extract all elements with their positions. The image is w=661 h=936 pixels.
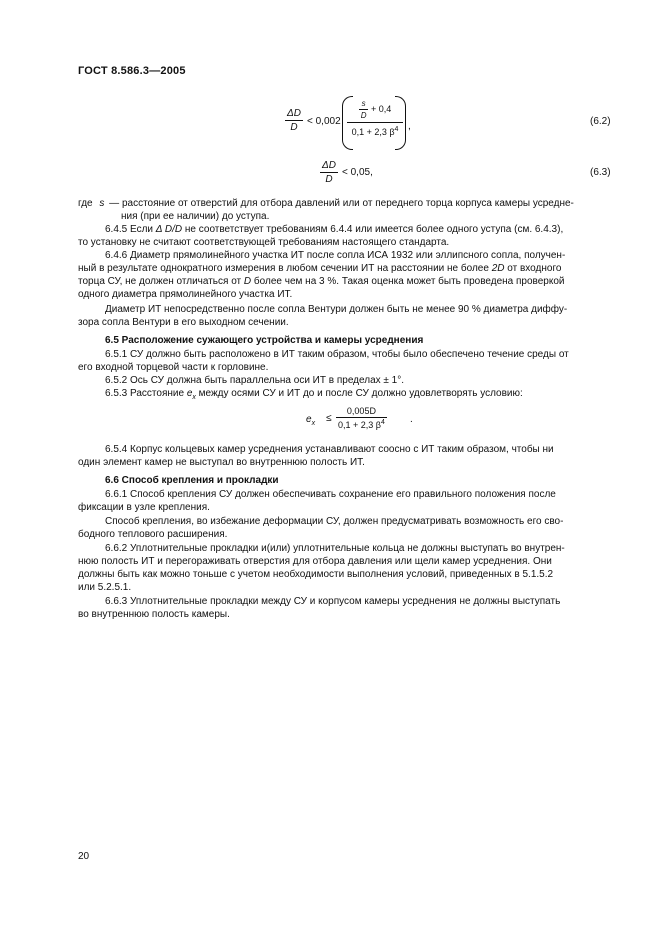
paragraph-6-4-5: 6.4.5 Если Δ D/D не соответствует требованиям 6.4.4 или имеется более одного уступа (см. 6.4.3), то установку не считают соответствующей требованиям настоящего стандарта. xyxy=(78,224,564,249)
paragraph-6-5-4: 6.5.4 Корпус кольцевых камер усреднения устанавливают соосно с ИТ таким образом, чтобы ни один элемент камер не выступал во внутреннюю полость ИТ. xyxy=(78,444,554,469)
lhs-fraction: $\frac{\Delta D}{D}$ xyxy=(322,160,336,185)
document-header: ГОСТ 8.586.3—2005 xyxy=(78,65,186,77)
section-title-6-5: 6.5 Расположение сужающего устройства и камеры усреднения xyxy=(105,335,424,346)
relation: < 0,002 xyxy=(307,116,341,127)
paragraph-venturi: Диаметр ИТ непосредственно после сопла Вентури должен быть не менее 90 % диаметра диффу- зора сопла Вентури в его выходном сечении. xyxy=(78,304,568,329)
equation-6-3: $\frac{\Delta D}{D}$ < 0,05, xyxy=(322,160,373,185)
lhs-fraction: $\frac{\Delta D}{D}$ xyxy=(287,108,301,133)
paragraph-6-6-2: 6.6.2 Уплотнительные прокладки и(или) уплотнительные кольца не должны выступать во внутрен- нюю полость ИТ и перегораживать отверстия для отбора давления или щели камер усреднения. Они должны быть как можно тоньше с учетом необходимости выполнения условий, приведенных в 5.1.5.2 или 5.2.5.1. xyxy=(78,543,565,594)
paragraph-6-4-6: 6.4.6 Диаметр прямолинейного участка ИТ после сопла ИСА 1932 или эллипсного сопла, получен- ный в результате однократного измерения в любом сечении ИТ на расстоянии не более 2D от входного торца СУ, не должен отличаться от D более чем на 3 %. Такая оценка может быть проведена проверкой одного диаметра прямолинейного участка ИТ. xyxy=(78,250,566,301)
where-line-cont: ния (при ее наличии) до уступа. xyxy=(121,211,270,222)
where-line: где s — расстояние от отверстий для отбора давлений или от переднего торца корпуса камеры усредне- xyxy=(78,198,574,209)
equation-number-6-2: (6.2) xyxy=(590,116,611,127)
paragraph-6-5-1: 6.5.1 СУ должно быть расположено в ИТ таким образом, чтобы было обеспечено течение среды от его входной торцевой части к горловине. xyxy=(78,349,569,374)
equation-6-2: $\frac{\Delta D}{D}$ < 0,002 $\frac{s}{D}$ + 0,4 0,1 + 2,3 $\beta^4$ , xyxy=(285,103,415,149)
paragraph-6-6-3: 6.6.3 Уплотнительные прокладки между СУ и корпусом камеры усреднения не должны выступать во внутреннюю полость камеры. xyxy=(78,596,561,621)
right-paren xyxy=(395,96,406,150)
paragraph-6-5-2: 6.5.2 Ось СУ должна быть параллельна оси ИТ в пределах ± 1°. xyxy=(105,375,405,386)
section-title-6-6: 6.6 Способ крепления и прокладки xyxy=(105,475,279,486)
paragraph-6-6-1-b: Способ крепления, во избежание деформации СУ, должен предусматривать возможность его сво- бодного теплового расширения. xyxy=(78,516,564,541)
page-number: 20 xyxy=(78,851,90,862)
ex-fraction: $\frac{0,005D}{0,1 + 2,3 \beta^4}$ xyxy=(338,406,385,430)
paragraph-6-6-1: 6.6.1 Способ крепления СУ должен обеспечивать сохранение его правильного положения после фиксации в узле крепления. xyxy=(78,489,556,514)
equation-ex: $e_x$ ≤ $\frac{0,005D}{0,1 + 2,3 \beta^4}$ . xyxy=(306,406,413,430)
paragraph-6-5-3: 6.5.3 Расстояние $e_x$ между осями СУ и ИТ до и после СУ должно удовлетворять условию: xyxy=(105,388,523,401)
outer-fraction: $\frac{s}{D}$ + 0,4 0,1 + 2,3 $\beta^4$ xyxy=(347,99,403,137)
equation-number-6-3: (6.3) xyxy=(590,167,611,178)
s-over-D: $\frac{s}{D}$ xyxy=(360,99,367,120)
